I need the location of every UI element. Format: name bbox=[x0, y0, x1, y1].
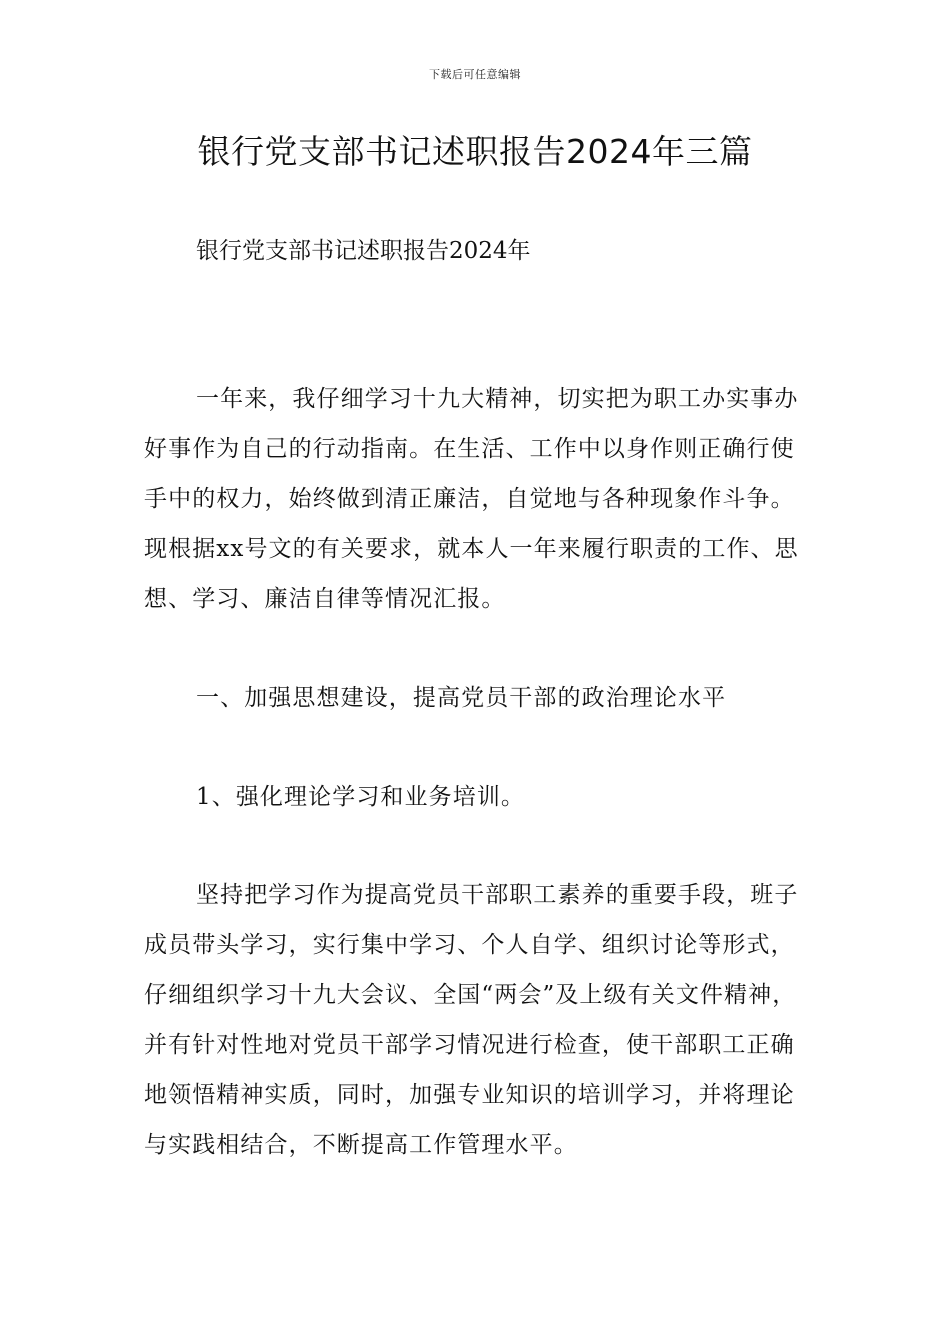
subsection-heading: 1、强化理论学习和业务培训。 bbox=[196, 784, 526, 810]
document-title: 银行党支部书记述职报告2024年三篇 bbox=[197, 132, 753, 171]
header-note: 下载后可任意编辑 bbox=[429, 68, 521, 81]
intro-paragraph: 一年来，我仔细学习十九大精神，切实把为职工办实事办好事作为自己的行动指南。在生活、工作中以身作则正确行使手中的权力，始终做到清正廉洁，自觉地与各种现象作斗争。现根据xx号文的有关要求，就本人一年来履行职责的工作、思想、学习、廉洁自律等情况汇报。 bbox=[144, 386, 799, 612]
section-heading: 一、加强思想建设，提高党员干部的政治理论水平 bbox=[196, 685, 727, 711]
document-subtitle: 银行党支部书记述职报告2024年 bbox=[196, 238, 531, 264]
body-paragraph: 坚持把学习作为提高党员干部职工素养的重要手段，班子成员带头学习，实行集中学习、个人自学、组织讨论等形式，仔细组织学习十九大会议、全国“两会”及上级有关文件精神，并有针对性地对党员干部学习情况进行检查，使干部职工正确地领悟精神实质，同时，加强专业知识的培训学习，并将理论与实践相结合，不断提高工作管理水平。 bbox=[144, 882, 799, 1158]
